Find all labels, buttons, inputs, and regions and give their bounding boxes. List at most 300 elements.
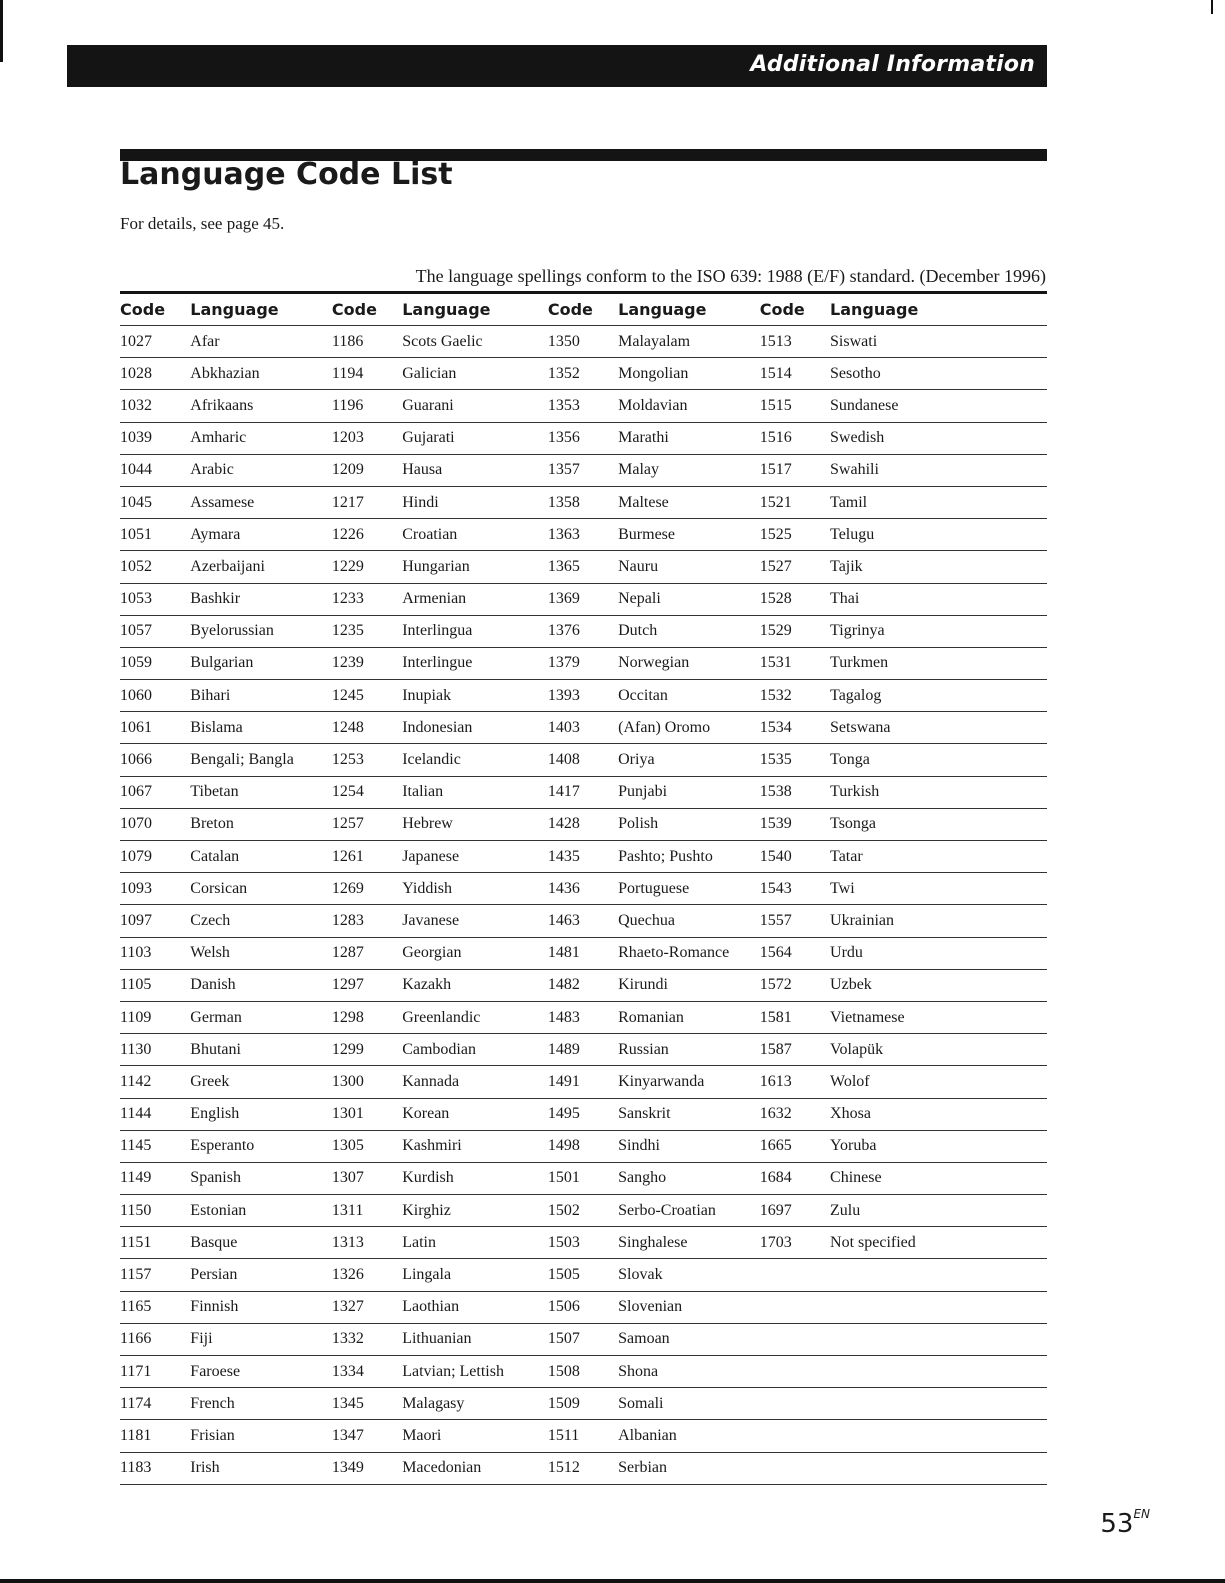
language-cell: Vietnamese (830, 1001, 1047, 1033)
table-row (120, 712, 1047, 744)
code-cell: 1149 (120, 1162, 190, 1194)
table-row (120, 776, 1047, 808)
code-cell: 1509 (548, 1388, 618, 1420)
code-cell: 1376 (548, 615, 618, 647)
language-cell (830, 1420, 1047, 1452)
code-cell: 1532 (760, 680, 830, 712)
language-cell: Interlingua (402, 615, 548, 647)
language-cell: Faroese (190, 1356, 332, 1388)
code-cell: 1307 (332, 1162, 402, 1194)
language-cell: Chinese (830, 1162, 1047, 1194)
code-cell: 1516 (760, 422, 830, 454)
language-cell: Kashmiri (402, 1130, 548, 1162)
code-cell: 1697 (760, 1195, 830, 1227)
language-cell: Fiji (190, 1323, 332, 1355)
code-cell: 1253 (332, 744, 402, 776)
code-cell: 1327 (332, 1291, 402, 1323)
code-cell: 1044 (120, 454, 190, 486)
language-cell: Aymara (190, 519, 332, 551)
language-cell: Slovenian (618, 1291, 760, 1323)
language-cell: Malayalam (618, 326, 760, 358)
language-cell: German (190, 1001, 332, 1033)
language-cell: Bislama (190, 712, 332, 744)
code-cell: 1572 (760, 969, 830, 1001)
code-cell: 1283 (332, 905, 402, 937)
language-cell: Singhalese (618, 1227, 760, 1259)
code-cell: 1529 (760, 615, 830, 647)
code-cell: 1039 (120, 422, 190, 454)
scan-edge-mark (1211, 0, 1213, 14)
table-row (120, 454, 1047, 486)
language-cell: Sindhi (618, 1130, 760, 1162)
code-cell: 1196 (332, 390, 402, 422)
language-cell: Samoan (618, 1323, 760, 1355)
language-cell: Macedonian (402, 1452, 548, 1484)
code-cell: 1482 (548, 969, 618, 1001)
language-cell: Yoruba (830, 1130, 1047, 1162)
code-cell: 1209 (332, 454, 402, 486)
code-cell: 1515 (760, 390, 830, 422)
table-row (120, 1259, 1047, 1291)
code-cell: 1511 (548, 1420, 618, 1452)
code-cell: 1463 (548, 905, 618, 937)
code-cell: 1097 (120, 905, 190, 937)
code-cell: 1428 (548, 808, 618, 840)
code-cell: 1166 (120, 1323, 190, 1355)
language-cell: Amharic (190, 422, 332, 454)
language-cell: Albanian (618, 1420, 760, 1452)
table-row (120, 358, 1047, 390)
standard-note: The language spellings conform to the ISO 639: 1988 (E/F) standard. (December 1996) (415, 266, 1046, 286)
language-cell: Italian (402, 776, 548, 808)
column-header-code: Code (332, 294, 402, 326)
table-row (120, 1388, 1047, 1420)
code-cell: 1365 (548, 551, 618, 583)
code-cell: 1305 (332, 1130, 402, 1162)
code-cell: 1527 (760, 551, 830, 583)
code-cell: 1357 (548, 454, 618, 486)
language-cell: Korean (402, 1098, 548, 1130)
language-cell: Sangho (618, 1162, 760, 1194)
table-row (120, 647, 1047, 679)
language-cell: Sundanese (830, 390, 1047, 422)
code-cell: 1505 (548, 1259, 618, 1291)
code-cell: 1543 (760, 873, 830, 905)
language-cell: Hungarian (402, 551, 548, 583)
code-cell: 1502 (548, 1195, 618, 1227)
language-cell: Marathi (618, 422, 760, 454)
section-title: Additional Information (750, 52, 1035, 77)
language-cell: Bulgarian (190, 647, 332, 679)
table-row (120, 422, 1047, 454)
code-cell: 1491 (548, 1066, 618, 1098)
language-cell: Maltese (618, 486, 760, 518)
language-cell: Latin (402, 1227, 548, 1259)
code-cell: 1248 (332, 712, 402, 744)
page-title: Language Code List (120, 157, 453, 192)
column-header-language: Language (402, 294, 548, 326)
language-cell: Yiddish (402, 873, 548, 905)
code-cell: 1326 (332, 1259, 402, 1291)
language-cell: Hindi (402, 486, 548, 518)
code-cell: 1353 (548, 390, 618, 422)
code-cell: 1521 (760, 486, 830, 518)
language-cell: Hebrew (402, 808, 548, 840)
language-cell: Estonian (190, 1195, 332, 1227)
table-row (120, 680, 1047, 712)
code-cell: 1059 (120, 647, 190, 679)
table-row (120, 326, 1047, 358)
code-cell: 1261 (332, 841, 402, 873)
language-cell: Tonga (830, 744, 1047, 776)
code-cell: 1060 (120, 680, 190, 712)
language-cell: Byelorussian (190, 615, 332, 647)
code-cell: 1027 (120, 326, 190, 358)
language-cell: Swahili (830, 454, 1047, 486)
code-cell: 1363 (548, 519, 618, 551)
column-header-code: Code (760, 294, 830, 326)
table-row (120, 1356, 1047, 1388)
language-cell: Telugu (830, 519, 1047, 551)
language-cell: Kannada (402, 1066, 548, 1098)
table-row (120, 1162, 1047, 1194)
code-cell: 1217 (332, 486, 402, 518)
code-cell: 1352 (548, 358, 618, 390)
language-cell: Ukrainian (830, 905, 1047, 937)
table-header-row (120, 294, 1047, 326)
code-cell: 1495 (548, 1098, 618, 1130)
code-cell: 1535 (760, 744, 830, 776)
code-cell: 1174 (120, 1388, 190, 1420)
language-cell (830, 1291, 1047, 1323)
language-cell: Bengali; Bangla (190, 744, 332, 776)
language-cell: Tagalog (830, 680, 1047, 712)
code-cell: 1507 (548, 1323, 618, 1355)
code-cell: 1613 (760, 1066, 830, 1098)
language-cell: Armenian (402, 583, 548, 615)
scan-edge-mark (0, 0, 3, 62)
code-cell (760, 1452, 830, 1484)
code-cell: 1070 (120, 808, 190, 840)
code-cell: 1067 (120, 776, 190, 808)
code-cell: 1517 (760, 454, 830, 486)
code-cell: 1183 (120, 1452, 190, 1484)
language-cell: Turkmen (830, 647, 1047, 679)
code-cell: 1632 (760, 1098, 830, 1130)
language-cell (830, 1356, 1047, 1388)
table-row (120, 841, 1047, 873)
language-cell: Kirundi (618, 969, 760, 1001)
column-header-language: Language (830, 294, 1047, 326)
language-cell: Dutch (618, 615, 760, 647)
code-cell: 1145 (120, 1130, 190, 1162)
code-cell: 1345 (332, 1388, 402, 1420)
code-cell: 1093 (120, 873, 190, 905)
language-cell: Lithuanian (402, 1323, 548, 1355)
column-header-code: Code (548, 294, 618, 326)
language-cell: Not specified (830, 1227, 1047, 1259)
code-cell: 1226 (332, 519, 402, 551)
language-cell: Tatar (830, 841, 1047, 873)
table-row (120, 1291, 1047, 1323)
page-number-suffix: EN (1133, 1507, 1150, 1521)
language-cell: Interlingue (402, 647, 548, 679)
code-cell (760, 1356, 830, 1388)
code-cell: 1665 (760, 1130, 830, 1162)
code-cell: 1369 (548, 583, 618, 615)
language-cell: Sanskrit (618, 1098, 760, 1130)
table-row (120, 1195, 1047, 1227)
code-cell: 1501 (548, 1162, 618, 1194)
language-cell: Danish (190, 969, 332, 1001)
code-cell: 1103 (120, 937, 190, 969)
language-cell: Kirghiz (402, 1195, 548, 1227)
language-cell: Punjabi (618, 776, 760, 808)
language-cell: Pashto; Pushto (618, 841, 760, 873)
language-cell: Uzbek (830, 969, 1047, 1001)
language-cell: Moldavian (618, 390, 760, 422)
code-cell: 1297 (332, 969, 402, 1001)
table-row (120, 1130, 1047, 1162)
language-cell: Setswana (830, 712, 1047, 744)
code-cell: 1525 (760, 519, 830, 551)
language-cell (830, 1259, 1047, 1291)
language-cell: Nepali (618, 583, 760, 615)
language-cell: Siswati (830, 326, 1047, 358)
language-cell: Icelandic (402, 744, 548, 776)
code-cell: 1349 (332, 1452, 402, 1484)
code-cell: 1379 (548, 647, 618, 679)
language-cell: Shona (618, 1356, 760, 1388)
code-cell: 1350 (548, 326, 618, 358)
language-cell: Laothian (402, 1291, 548, 1323)
language-cell (830, 1323, 1047, 1355)
language-cell: Persian (190, 1259, 332, 1291)
code-cell: 1032 (120, 390, 190, 422)
code-cell: 1514 (760, 358, 830, 390)
language-cell: Gujarati (402, 422, 548, 454)
language-cell: Hausa (402, 454, 548, 486)
language-cell: Afrikaans (190, 390, 332, 422)
language-cell: Greenlandic (402, 1001, 548, 1033)
code-cell: 1269 (332, 873, 402, 905)
language-cell: Norwegian (618, 647, 760, 679)
code-cell: 1233 (332, 583, 402, 615)
language-cell: Esperanto (190, 1130, 332, 1162)
language-cell: Volapük (830, 1034, 1047, 1066)
language-cell: Sesotho (830, 358, 1047, 390)
code-cell: 1703 (760, 1227, 830, 1259)
language-cell: Occitan (618, 680, 760, 712)
code-cell: 1066 (120, 744, 190, 776)
language-cell: Catalan (190, 841, 332, 873)
code-cell (760, 1259, 830, 1291)
language-cell: Lingala (402, 1259, 548, 1291)
table-row (120, 1098, 1047, 1130)
code-cell: 1150 (120, 1195, 190, 1227)
table-row (120, 615, 1047, 647)
language-cell (830, 1388, 1047, 1420)
code-cell: 1684 (760, 1162, 830, 1194)
language-cell: Polish (618, 808, 760, 840)
code-cell: 1130 (120, 1034, 190, 1066)
language-cell: Croatian (402, 519, 548, 551)
language-cell: Greek (190, 1066, 332, 1098)
language-cell: Indonesian (402, 712, 548, 744)
language-cell: Scots Gaelic (402, 326, 548, 358)
table-row (120, 1034, 1047, 1066)
language-cell: Quechua (618, 905, 760, 937)
language-cell: Russian (618, 1034, 760, 1066)
code-cell: 1436 (548, 873, 618, 905)
code-cell: 1435 (548, 841, 618, 873)
code-cell: 1557 (760, 905, 830, 937)
language-cell: Zulu (830, 1195, 1047, 1227)
language-cell: Mongolian (618, 358, 760, 390)
section-header-bar (67, 45, 1047, 87)
language-cell: Bhutani (190, 1034, 332, 1066)
code-cell: 1186 (332, 326, 402, 358)
code-cell: 1053 (120, 583, 190, 615)
code-cell: 1508 (548, 1356, 618, 1388)
column-header-language: Language (618, 294, 760, 326)
language-cell: Tajik (830, 551, 1047, 583)
language-cell: Bashkir (190, 583, 332, 615)
code-cell: 1061 (120, 712, 190, 744)
table-row (120, 1066, 1047, 1098)
code-cell: 1105 (120, 969, 190, 1001)
code-cell: 1079 (120, 841, 190, 873)
language-cell: Georgian (402, 937, 548, 969)
language-cell: Twi (830, 873, 1047, 905)
language-cell: Nauru (618, 551, 760, 583)
language-cell: Tsonga (830, 808, 1047, 840)
language-cell: Somali (618, 1388, 760, 1420)
language-cell: Abkhazian (190, 358, 332, 390)
table-row (120, 873, 1047, 905)
code-cell: 1298 (332, 1001, 402, 1033)
language-cell: Burmese (618, 519, 760, 551)
language-cell: Rhaeto-Romance (618, 937, 760, 969)
language-cell: Inupiak (402, 680, 548, 712)
code-cell: 1057 (120, 615, 190, 647)
code-cell: 1052 (120, 551, 190, 583)
table-row (120, 1227, 1047, 1259)
language-cell: Kinyarwanda (618, 1066, 760, 1098)
language-cell: Oriya (618, 744, 760, 776)
code-cell: 1358 (548, 486, 618, 518)
language-cell: Javanese (402, 905, 548, 937)
code-cell: 1403 (548, 712, 618, 744)
language-cell: Irish (190, 1452, 332, 1484)
code-cell: 1254 (332, 776, 402, 808)
code-cell: 1194 (332, 358, 402, 390)
table-row (120, 390, 1047, 422)
language-cell: Romanian (618, 1001, 760, 1033)
code-cell: 1239 (332, 647, 402, 679)
language-cell: Serbo-Croatian (618, 1195, 760, 1227)
language-cell: Welsh (190, 937, 332, 969)
table-row (120, 1452, 1047, 1484)
table-row (120, 905, 1047, 937)
column-header-language: Language (190, 294, 332, 326)
language-cell: Spanish (190, 1162, 332, 1194)
code-cell: 1171 (120, 1356, 190, 1388)
code-cell: 1144 (120, 1098, 190, 1130)
details-reference: For details, see page 45. (120, 214, 285, 233)
language-cell: Afar (190, 326, 332, 358)
code-cell (760, 1388, 830, 1420)
language-cell: Portuguese (618, 873, 760, 905)
language-cell: Latvian; Lettish (402, 1356, 548, 1388)
code-cell: 1581 (760, 1001, 830, 1033)
table-row (120, 969, 1047, 1001)
code-cell: 1534 (760, 712, 830, 744)
language-cell: Wolof (830, 1066, 1047, 1098)
language-cell: Urdu (830, 937, 1047, 969)
code-cell: 1287 (332, 937, 402, 969)
table-row (120, 486, 1047, 518)
language-cell: Tigrinya (830, 615, 1047, 647)
language-cell: (Afan) Oromo (618, 712, 760, 744)
language-cell: Breton (190, 808, 332, 840)
code-cell: 1587 (760, 1034, 830, 1066)
table-row (120, 583, 1047, 615)
language-cell: Frisian (190, 1420, 332, 1452)
code-cell: 1181 (120, 1420, 190, 1452)
code-cell: 1051 (120, 519, 190, 551)
code-cell: 1489 (548, 1034, 618, 1066)
scan-edge-mark (0, 1579, 1225, 1583)
language-cell: Thai (830, 583, 1047, 615)
code-cell: 1028 (120, 358, 190, 390)
code-cell: 1513 (760, 326, 830, 358)
code-cell: 1481 (548, 937, 618, 969)
language-cell: Slovak (618, 1259, 760, 1291)
language-cell: Tamil (830, 486, 1047, 518)
language-cell: Guarani (402, 390, 548, 422)
language-cell (830, 1452, 1047, 1484)
table-row (120, 1323, 1047, 1355)
code-cell: 1311 (332, 1195, 402, 1227)
table-body (120, 326, 1047, 1485)
code-cell: 1512 (548, 1452, 618, 1484)
code-cell (760, 1323, 830, 1355)
code-cell: 1142 (120, 1066, 190, 1098)
table-row (120, 519, 1047, 551)
table-row (120, 551, 1047, 583)
code-cell: 1540 (760, 841, 830, 873)
language-cell: English (190, 1098, 332, 1130)
code-cell: 1203 (332, 422, 402, 454)
code-cell: 1334 (332, 1356, 402, 1388)
page-number (1100, 1509, 1150, 1539)
language-cell: Finnish (190, 1291, 332, 1323)
code-cell: 1347 (332, 1420, 402, 1452)
code-cell: 1531 (760, 647, 830, 679)
language-cell: French (190, 1388, 332, 1420)
column-header-code: Code (120, 294, 190, 326)
code-cell: 1301 (332, 1098, 402, 1130)
code-cell: 1332 (332, 1323, 402, 1355)
page-number-value: 53 (1100, 1509, 1134, 1539)
code-cell: 1528 (760, 583, 830, 615)
language-cell: Swedish (830, 422, 1047, 454)
table-row (120, 744, 1047, 776)
language-cell: Turkish (830, 776, 1047, 808)
table-row (120, 1001, 1047, 1033)
code-cell: 1356 (548, 422, 618, 454)
